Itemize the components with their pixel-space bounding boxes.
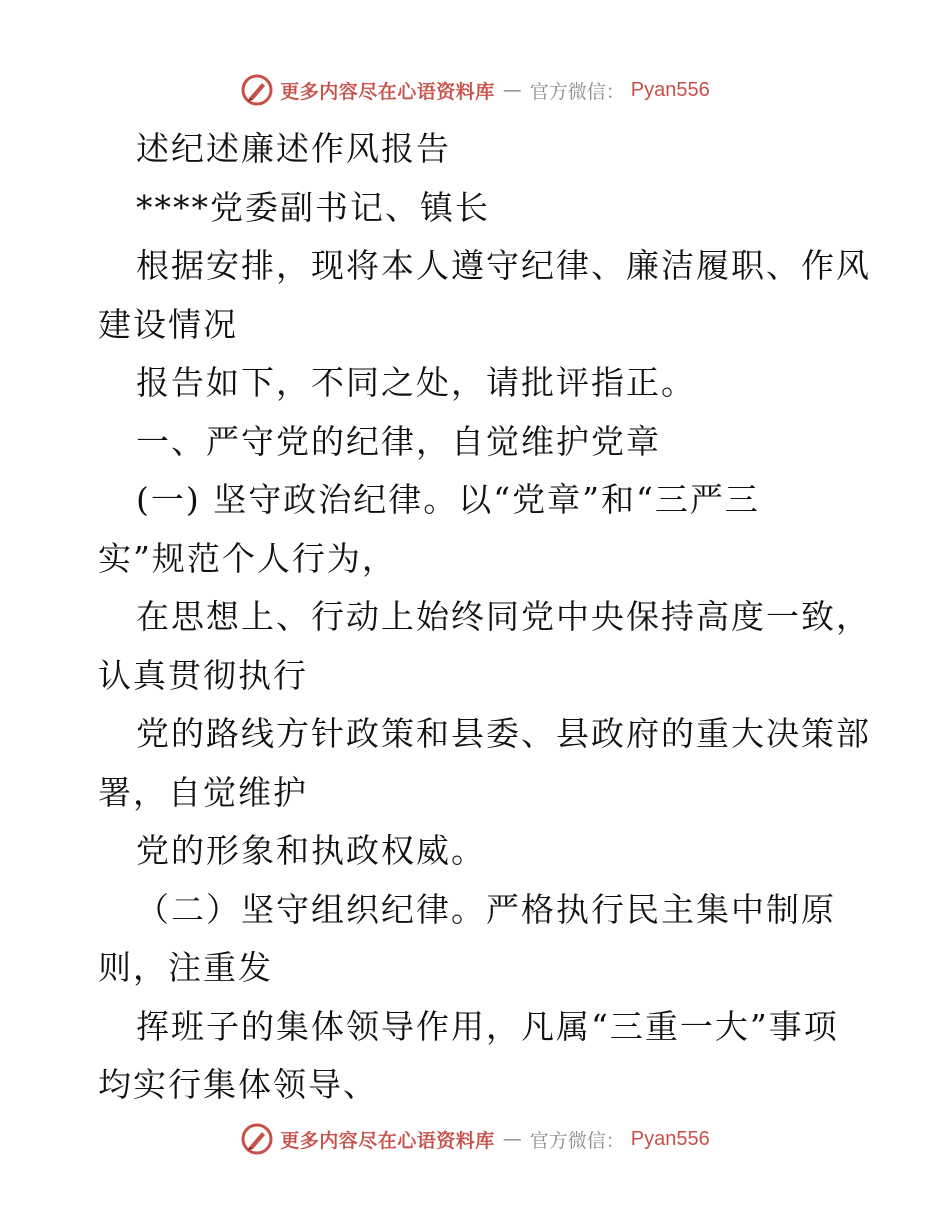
text-line: 在思想上、行动上始终同党中央保持高度一致，: [136, 597, 871, 636]
text-line: 报告如下，不同之处，请批评指正。: [136, 363, 696, 402]
text-line: 挥班子的集体领导作用，凡属“三重一大”事项: [136, 1006, 839, 1046]
text-line: 则，注重发: [98, 948, 273, 987]
text-line: 一、严守党的纪律，自觉维护党章: [136, 421, 661, 461]
text-line: ****党委副书记、镇长: [136, 187, 490, 227]
watermark-official-label: 官方微信：: [529, 80, 625, 103]
watermark-footer: [0, 1119, 950, 1159]
text-line: 均实行集体领导、: [98, 1065, 378, 1104]
watermark-wechat-handle: Pyan556: [630, 78, 710, 101]
document-body: [98, 120, 871, 1115]
text-line: 述纪述廉述作风报告: [136, 129, 451, 168]
watermark-official-label: 官方微信：: [529, 1129, 625, 1152]
watermark-brand-text: 更多内容尽在心语资料库: [280, 80, 495, 103]
watermark-brand-text: 更多内容尽在心语资料库: [280, 1129, 495, 1152]
text-line: 建设情况: [98, 304, 238, 344]
watermark-header: [0, 70, 950, 110]
pen-logo-icon: [240, 73, 274, 107]
text-line: 认真贯彻执行: [98, 655, 308, 695]
text-line: 署，自觉维护: [98, 772, 308, 812]
text-line: 党的形象和执政权威。: [136, 831, 486, 870]
pen-logo-icon: [240, 1122, 274, 1156]
text-line: （二）坚守组织纪律。严格执行民主集中制原: [136, 889, 836, 929]
watermark-separator: —: [502, 79, 522, 101]
text-line: (一) 坚守政治纪律。以“党章”和“三严三: [136, 480, 760, 519]
text-line: 实”规范个人行为，: [98, 538, 397, 578]
text-line: 党的路线方针政策和县委、县政府的重大决策部: [136, 714, 871, 753]
watermark-separator: —: [502, 1128, 522, 1150]
watermark-wechat-handle: Pyan556: [630, 1127, 710, 1150]
text-line: 根据安排，现将本人遵守纪律、廉洁履职、作风: [136, 246, 871, 285]
